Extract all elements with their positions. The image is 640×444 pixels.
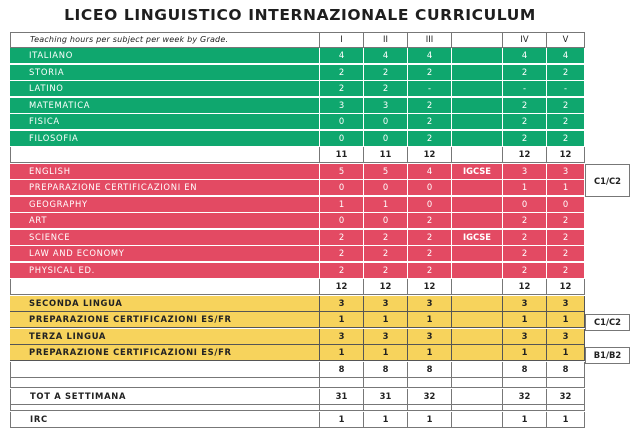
value-cell (408, 378, 452, 388)
total-cell: 12 (503, 147, 547, 163)
value-cell: 2 (547, 65, 585, 81)
red-total-row (10, 279, 585, 295)
total-cell (452, 279, 503, 295)
grade-header (452, 32, 503, 48)
value-cell: 1 (408, 412, 452, 428)
value-cell: 4 (364, 48, 408, 64)
side-note-es-fr-1: C1/C2 (585, 314, 630, 331)
row-label (10, 378, 320, 388)
value-cell: 1 (364, 345, 408, 361)
value-cell (503, 405, 547, 411)
value-cell: 4 (503, 48, 547, 64)
value-cell: 3 (364, 329, 408, 345)
subject-row (10, 65, 585, 81)
spacer-row (10, 405, 585, 411)
value-cell: 2 (503, 230, 547, 246)
total-cell: 12 (408, 279, 452, 295)
value-cell: 2 (320, 65, 364, 81)
value-cell: 3 (503, 164, 547, 180)
value-cell: 0 (320, 213, 364, 229)
value-cell: 32 (503, 389, 547, 405)
value-cell: 32 (408, 389, 452, 405)
total-cell: 8 (408, 362, 452, 378)
row-label (10, 362, 320, 378)
exam-cell (452, 329, 503, 345)
value-cell: 2 (503, 263, 547, 279)
exam-cell (452, 412, 503, 428)
exam-cell (452, 197, 503, 213)
row-label: ART (10, 213, 320, 229)
subject-row (10, 81, 585, 97)
value-cell: 1 (320, 312, 364, 328)
value-cell: 2 (364, 230, 408, 246)
row-label: PREPARAZIONE CERTIFICAZIONI EN (10, 180, 320, 196)
value-cell: 32 (547, 389, 585, 405)
value-cell: 2 (503, 98, 547, 114)
grade-header: I (320, 32, 364, 48)
total-cell: 12 (320, 279, 364, 295)
spacer-row (10, 378, 585, 388)
grade-header: IV (503, 32, 547, 48)
value-cell: 1 (408, 345, 452, 361)
exam-cell (452, 213, 503, 229)
row-label: LAW AND ECONOMY (10, 246, 320, 262)
value-cell: - (408, 81, 452, 97)
value-cell: 1 (320, 345, 364, 361)
row-label (10, 279, 320, 295)
exam-cell (452, 246, 503, 262)
row-label: PREPARAZIONE CERTIFICAZIONI ES/FR (10, 345, 320, 361)
value-cell: 3 (547, 329, 585, 345)
row-label: TOT A SETTIMANA (10, 389, 320, 405)
header-row (10, 32, 585, 48)
value-cell (320, 405, 364, 411)
subject-row (10, 312, 585, 328)
subject-row (10, 230, 585, 246)
value-cell: 2 (408, 213, 452, 229)
total-cell: 12 (408, 147, 452, 163)
row-label: SECONDA LINGUA (10, 296, 320, 312)
exam-cell (452, 180, 503, 196)
value-cell (452, 378, 503, 388)
value-cell (547, 405, 585, 411)
row-label: MATEMATICA (10, 98, 320, 114)
value-cell (364, 378, 408, 388)
value-cell: 3 (320, 329, 364, 345)
total-cell: 12 (547, 279, 585, 295)
row-label: GEOGRAPHY (10, 197, 320, 213)
value-cell: 2 (547, 213, 585, 229)
value-cell (452, 405, 503, 411)
total-cell: 12 (364, 279, 408, 295)
value-cell (320, 378, 364, 388)
exam-cell (452, 98, 503, 114)
subject-row (10, 98, 585, 114)
subject-row (10, 197, 585, 213)
value-cell: 2 (364, 263, 408, 279)
value-cell: 2 (547, 131, 585, 147)
row-label: ENGLISH (10, 164, 320, 180)
value-cell: 3 (364, 98, 408, 114)
value-cell: 2 (408, 263, 452, 279)
value-cell: 0 (320, 114, 364, 130)
value-cell: 3 (503, 329, 547, 345)
value-cell: 3 (320, 296, 364, 312)
value-cell: 3 (547, 296, 585, 312)
value-cell: 3 (408, 296, 452, 312)
value-cell: 1 (364, 412, 408, 428)
value-cell: 2 (320, 230, 364, 246)
row-label: SCIENCE (10, 230, 320, 246)
side-note-english: C1/C2 (585, 164, 630, 197)
value-cell: 1 (547, 312, 585, 328)
grade-header: V (547, 32, 585, 48)
grade-header: III (408, 32, 452, 48)
exam-cell: IGCSE (452, 230, 503, 246)
value-cell: 3 (320, 98, 364, 114)
value-cell: 2 (364, 81, 408, 97)
value-cell: 2 (408, 98, 452, 114)
subject-row (10, 329, 585, 345)
value-cell: 2 (408, 131, 452, 147)
value-cell (364, 405, 408, 411)
exam-cell (452, 389, 503, 405)
row-label: STORIA (10, 65, 320, 81)
value-cell: 31 (364, 389, 408, 405)
grade-header: II (364, 32, 408, 48)
value-cell: 0 (547, 197, 585, 213)
subject-row (10, 114, 585, 130)
green-total-row (10, 147, 585, 163)
row-label: TERZA LINGUA (10, 329, 320, 345)
value-cell: 4 (320, 48, 364, 64)
value-cell: 1 (408, 312, 452, 328)
value-cell: 2 (503, 213, 547, 229)
value-cell (408, 405, 452, 411)
value-cell: 0 (320, 131, 364, 147)
exam-cell (452, 345, 503, 361)
row-label: FILOSOFIA (10, 131, 320, 147)
value-cell: 4 (408, 48, 452, 64)
value-cell: 2 (364, 246, 408, 262)
value-cell: 1 (547, 412, 585, 428)
value-cell: 1 (320, 412, 364, 428)
exam-cell (452, 114, 503, 130)
value-cell: 1 (364, 312, 408, 328)
exam-cell (452, 48, 503, 64)
value-cell: 31 (320, 389, 364, 405)
subject-row (10, 345, 585, 361)
value-cell: 2 (547, 230, 585, 246)
value-cell: 2 (320, 81, 364, 97)
total-cell: 8 (503, 362, 547, 378)
row-label: ITALIANO (10, 48, 320, 64)
value-cell: 4 (547, 48, 585, 64)
row-label: LATINO (10, 81, 320, 97)
exam-cell (452, 65, 503, 81)
exam-cell (452, 296, 503, 312)
value-cell: 3 (408, 329, 452, 345)
row-label (10, 405, 320, 411)
total-cell: 11 (320, 147, 364, 163)
value-cell: 1 (547, 180, 585, 196)
value-cell: 1 (503, 180, 547, 196)
subject-row (10, 246, 585, 262)
value-cell: 2 (503, 131, 547, 147)
subject-row (10, 164, 585, 180)
value-cell: 0 (503, 197, 547, 213)
value-cell: 3 (503, 296, 547, 312)
value-cell: 2 (547, 114, 585, 130)
value-cell: 1 (503, 312, 547, 328)
total-cell: 12 (503, 279, 547, 295)
header-label: Teaching hours per subject per week by Grade. (10, 32, 320, 48)
total-cell (452, 147, 503, 163)
value-cell: 1 (547, 345, 585, 361)
value-cell: - (547, 81, 585, 97)
value-cell: 0 (320, 180, 364, 196)
value-cell: 1 (503, 345, 547, 361)
subject-row (10, 180, 585, 196)
page-title: LICEO LINGUISTICO INTERNAZIONALE CURRICULUM (64, 6, 536, 24)
irc-row (10, 412, 585, 428)
total-cell: 8 (364, 362, 408, 378)
value-cell: 2 (408, 246, 452, 262)
value-cell: 2 (503, 246, 547, 262)
subject-row (10, 296, 585, 312)
subject-row (10, 48, 585, 64)
total-cell: 11 (364, 147, 408, 163)
value-cell: 3 (547, 164, 585, 180)
value-cell: 3 (364, 296, 408, 312)
exam-cell (452, 81, 503, 97)
value-cell: 2 (408, 114, 452, 130)
total-cell (452, 362, 503, 378)
value-cell: 0 (364, 213, 408, 229)
value-cell: 1 (364, 197, 408, 213)
value-cell: 2 (320, 246, 364, 262)
subject-row (10, 213, 585, 229)
value-cell: 1 (503, 412, 547, 428)
value-cell: 5 (364, 164, 408, 180)
value-cell: 2 (547, 246, 585, 262)
value-cell: 0 (408, 180, 452, 196)
value-cell: 0 (364, 114, 408, 130)
subject-row (10, 263, 585, 279)
tot-row (10, 389, 585, 405)
value-cell: 4 (408, 164, 452, 180)
value-cell: 2 (320, 263, 364, 279)
yellow-total-row (10, 362, 585, 378)
total-cell: 12 (547, 147, 585, 163)
value-cell: - (503, 81, 547, 97)
value-cell: 2 (364, 65, 408, 81)
exam-cell (452, 263, 503, 279)
subject-row (10, 131, 585, 147)
value-cell: 2 (547, 98, 585, 114)
value-cell: 2 (503, 65, 547, 81)
exam-cell (452, 312, 503, 328)
total-cell: 8 (320, 362, 364, 378)
value-cell: 2 (408, 230, 452, 246)
value-cell: 2 (408, 65, 452, 81)
row-label: FISICA (10, 114, 320, 130)
row-label: IRC (10, 412, 320, 428)
value-cell: 0 (408, 197, 452, 213)
exam-cell (452, 131, 503, 147)
value-cell: 0 (364, 180, 408, 196)
value-cell: 0 (364, 131, 408, 147)
side-note-es-fr-2: B1/B2 (585, 347, 630, 364)
row-label: PHYSICAL ED. (10, 263, 320, 279)
value-cell (547, 378, 585, 388)
exam-cell: IGCSE (452, 164, 503, 180)
row-label (10, 147, 320, 163)
value-cell: 2 (503, 114, 547, 130)
value-cell (503, 378, 547, 388)
total-cell: 8 (547, 362, 585, 378)
row-label: PREPARAZIONE CERTIFICAZIONI ES/FR (10, 312, 320, 328)
value-cell: 1 (320, 197, 364, 213)
value-cell: 5 (320, 164, 364, 180)
value-cell: 2 (547, 263, 585, 279)
